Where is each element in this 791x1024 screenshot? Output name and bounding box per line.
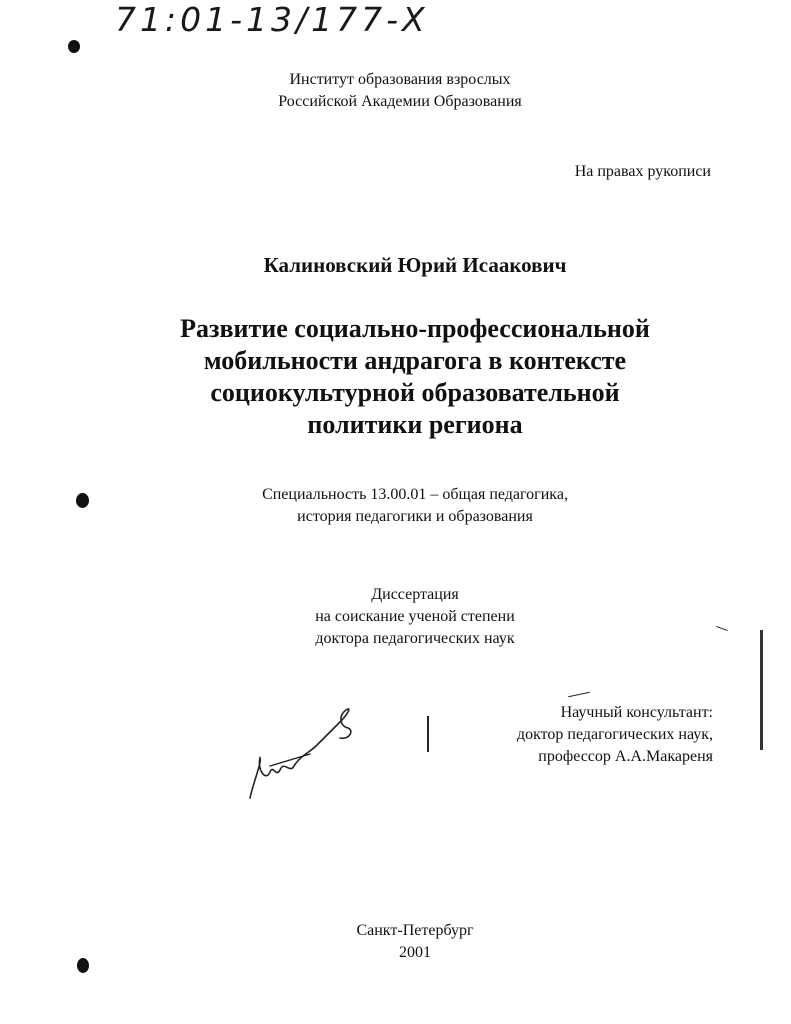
title-line-1: Развитие социально-профессиональной xyxy=(180,314,650,343)
footer-city: Санкт-Петербург xyxy=(356,922,474,939)
footer-year: 2001 xyxy=(399,944,431,961)
title-line-2: мобильности андрагога в контексте xyxy=(203,346,627,375)
consultant-line-2: доктор педагогических наук, xyxy=(516,726,713,743)
manuscript-rights-note: На правах рукописи xyxy=(574,163,711,180)
handwritten-signature xyxy=(240,700,370,810)
degree-line-3: доктора педагогических наук xyxy=(315,630,515,647)
specialty-line-1: Специальность 13.00.01 – общая педагогика, xyxy=(262,486,568,503)
consultant-block xyxy=(517,702,713,768)
binding-hole-middle xyxy=(76,493,89,508)
degree-line-2: на соискание ученой степени xyxy=(315,608,515,625)
binding-hole-bottom xyxy=(77,958,89,973)
institute-line-1: Институт образования взрослых xyxy=(289,71,511,88)
pen-dash-mark xyxy=(716,626,728,631)
binding-hole-top xyxy=(68,40,80,53)
consultant-line-1: Научный консультант: xyxy=(560,704,713,721)
footer-place-year xyxy=(280,920,550,964)
scan-edge-mark xyxy=(760,630,763,750)
dissertation-title xyxy=(120,313,710,441)
pen-stroke-mark xyxy=(427,716,429,752)
specialty-block xyxy=(190,484,640,528)
title-line-3: социокультурной образовательной xyxy=(210,378,620,407)
institute-header xyxy=(200,69,600,113)
archive-stamp-number: 71:01-13/177-Х xyxy=(115,0,429,39)
consultant-line-3: профессор А.А.Макареня xyxy=(538,748,713,765)
author-name: Калиновский Юрий Исаакович xyxy=(263,253,567,277)
specialty-line-2: история педагогики и образования xyxy=(297,508,533,525)
degree-block xyxy=(240,584,590,650)
institute-line-2: Российской Академии Образования xyxy=(278,93,522,110)
pen-tick-mark xyxy=(568,692,590,698)
degree-line-1: Диссертация xyxy=(371,586,459,603)
title-line-4: политики региона xyxy=(307,410,523,439)
